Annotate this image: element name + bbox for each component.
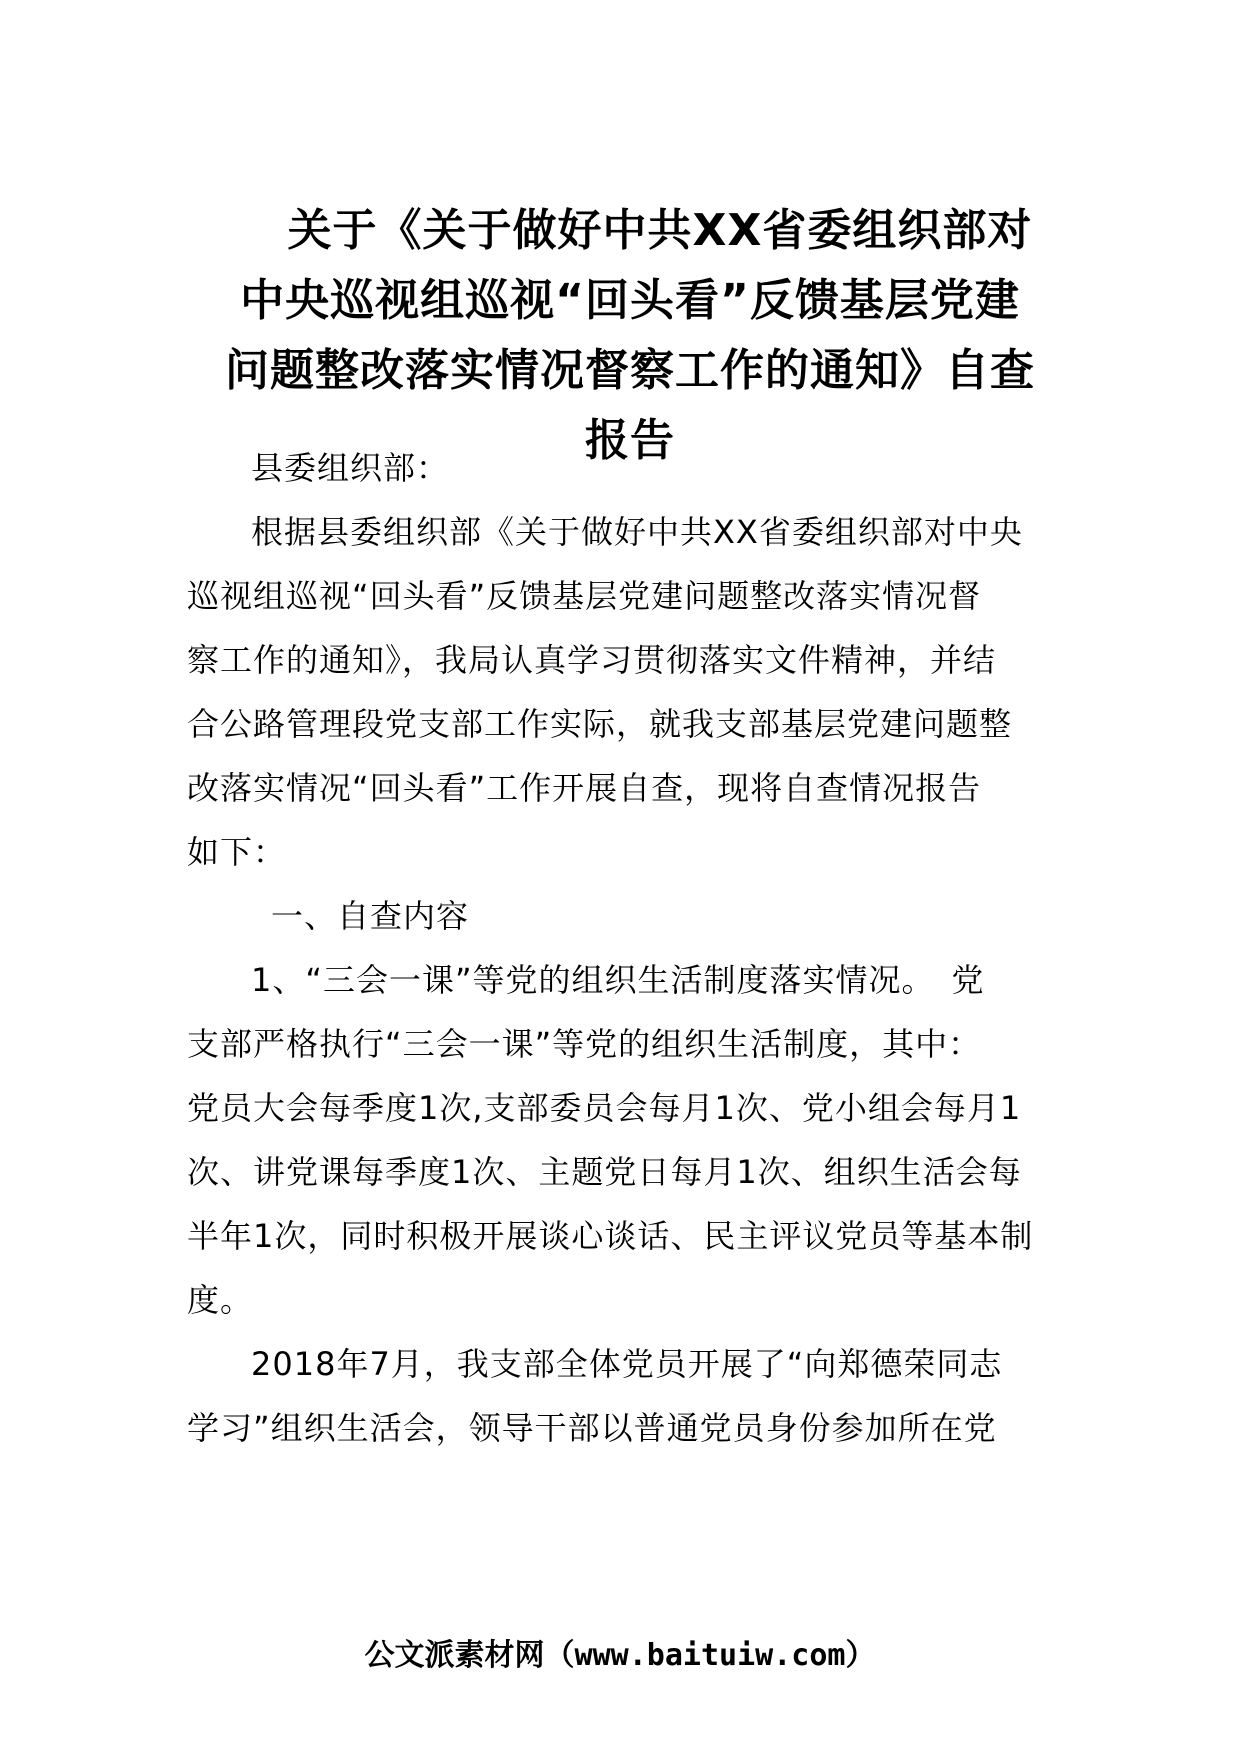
item-1-line-6: 度。 [187,1281,254,1319]
section-heading: 一、自查内容 [271,897,470,935]
title-line-2: 中央巡视组巡视“回头看”反馈基层党建 [240,275,1020,326]
document-body [187,436,1047,1460]
paragraph-1-line-5: 改落实情况“回头看”工作开展自查，现将自查情况报告 [187,769,982,807]
item-1-line-5: 半年1次，同时积极开展谈心谈话、民主评议党员等基本制 [187,1217,1034,1255]
paragraph-1-line-3: 察工作的通知》，我局认真学习贯彻落实文件精神，并结 [187,641,997,679]
title-line-1: 关于《关于做好中共XX省委组织部对 [287,205,1033,256]
paragraph-1-line-2: 巡视组巡视“回头看”反馈基层党建问题整改落实情况督 [187,577,982,615]
item-1-line-3: 党员大会每季度1次,支部委员会每月1次、党小组会每月1 [187,1089,1022,1127]
title-line-3: 问题整改落实情况督察工作的通知》自查 [225,345,1035,396]
paragraph-2-line-1: 2018年7月，我支部全体党员开展了“向郑德荣同志 [251,1345,1003,1383]
title-line-4: 报告 [585,415,675,466]
footer-watermark: 公文派素材网（www.baituiw.com） [364,1638,876,1673]
paragraph-2-line-2: 学习”组织生活会，领导干部以普通党员身份参加所在党 [187,1409,997,1447]
paragraph-1-line-1: 根据县委组织部《关于做好中共XX省委组织部对中央 [251,513,1023,551]
addressee: 县委组织部： [251,449,450,487]
paragraph-1-line-4: 合公路管理段党支部工作实际，就我支部基层党建问题整 [187,705,1013,743]
document-title [190,196,1070,476]
item-1-line-1: 1、“三会一课”等党的组织生活制度落实情况。 党 [251,961,985,999]
item-1-line-2: 支部严格执行“三会一课”等党的组织生活制度，其中： [187,1025,982,1063]
paragraph-1-line-6: 如下： [187,833,287,871]
item-1-line-4: 次、讲党课每季度1次、主题党日每月1次、组织生活会每 [187,1153,1022,1191]
